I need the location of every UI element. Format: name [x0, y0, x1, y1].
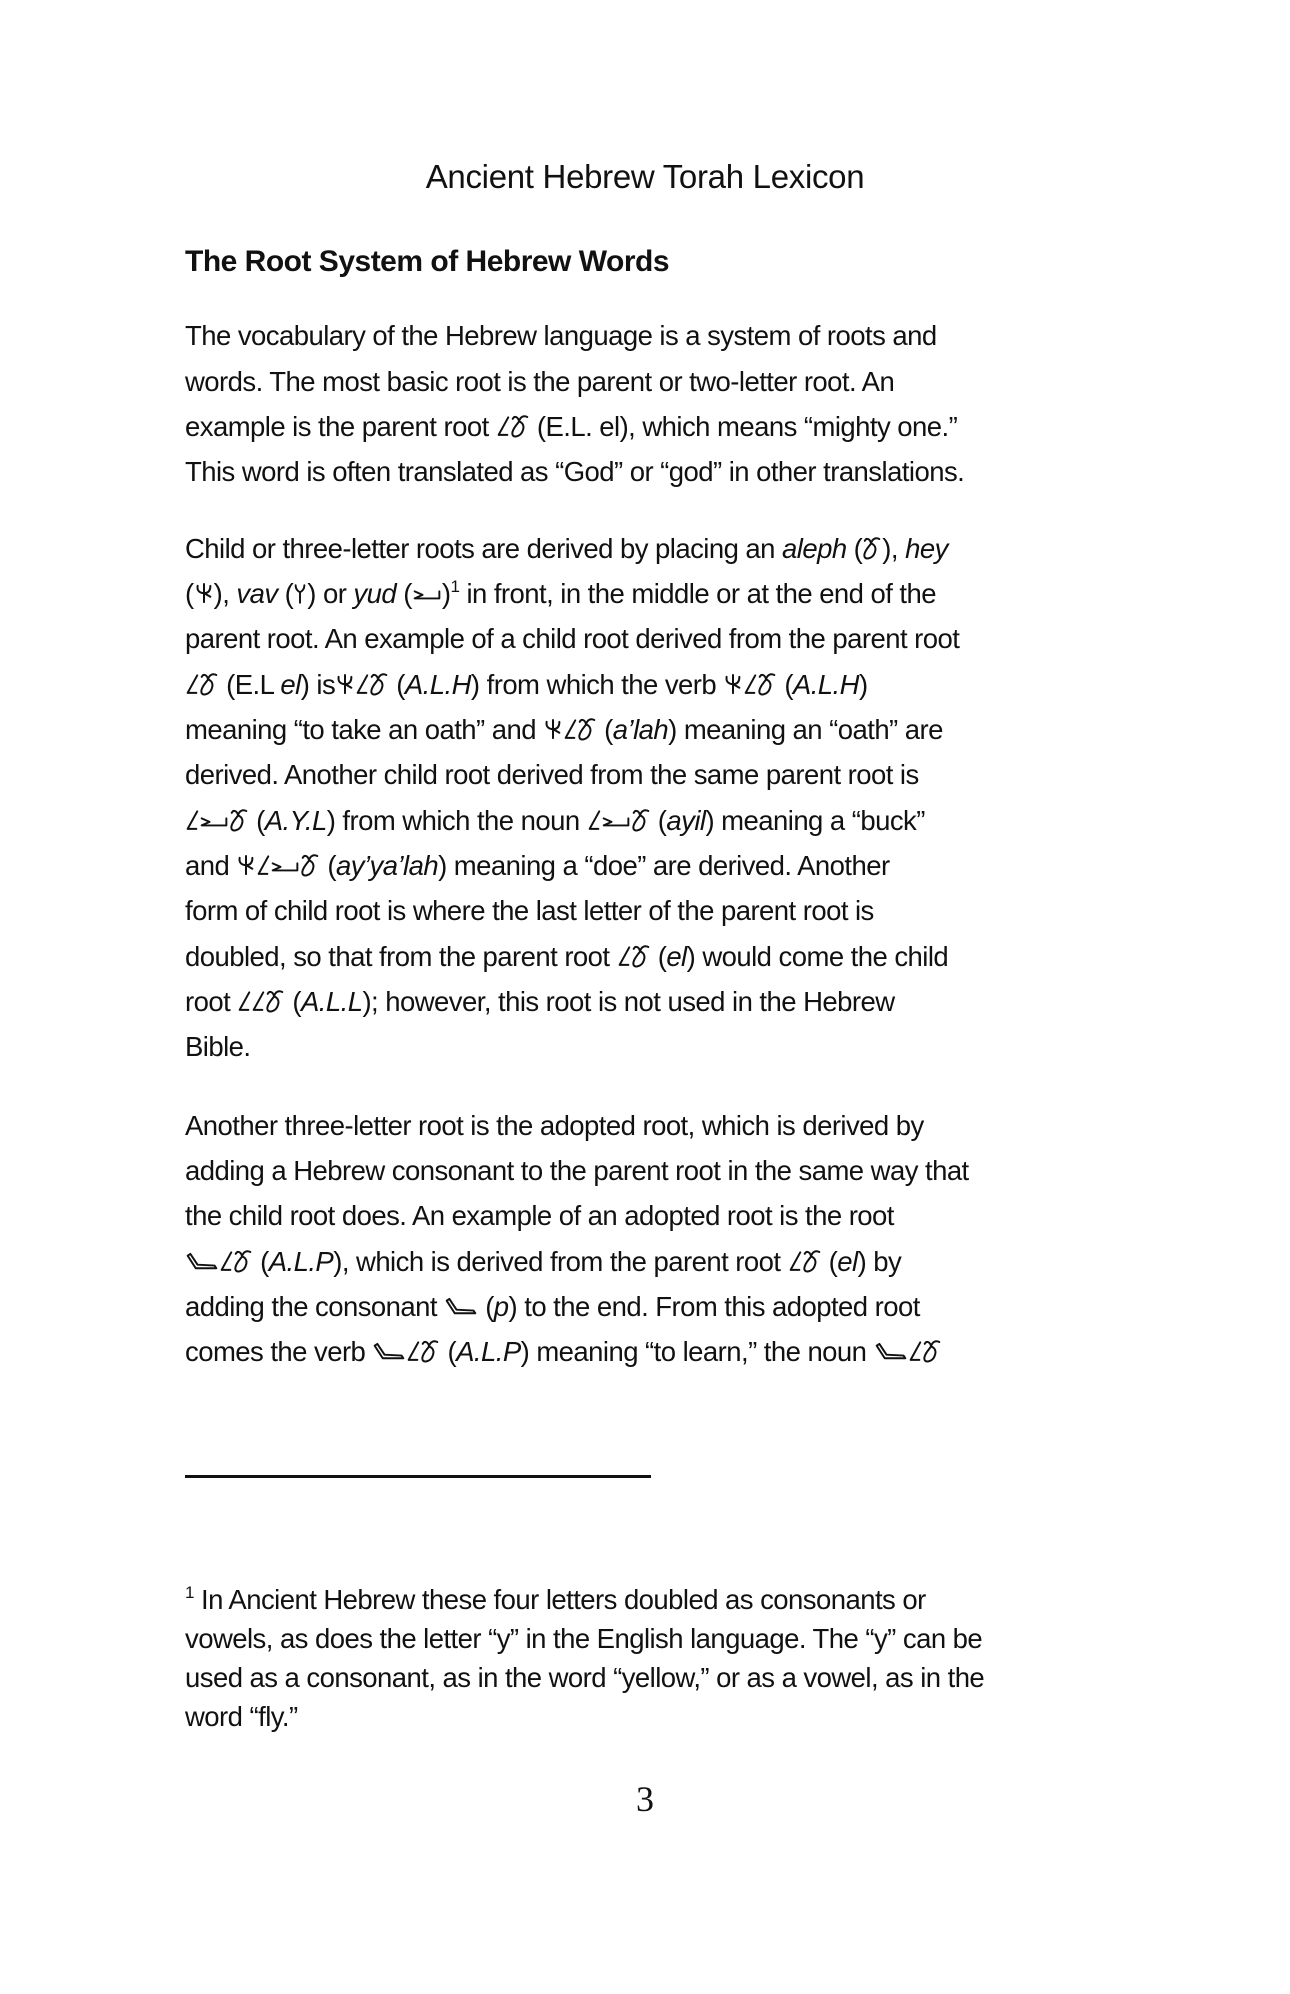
hey-glyph-icon: [543, 716, 563, 744]
pey-glyph-icon: [444, 1293, 478, 1321]
hey-glyph-icon: [194, 580, 214, 608]
footnote-separator: [185, 1475, 651, 1478]
text: A.L.L: [300, 986, 363, 1017]
p2-line-5: [185, 713, 943, 747]
text: ) meaning a “buck”: [705, 805, 925, 836]
p3-line-4: [185, 1245, 901, 1279]
aleph-glyph-icon: [757, 671, 777, 699]
p1-line-3: [185, 410, 957, 444]
yud-glyph-icon: [601, 807, 631, 835]
p2-line-12: Bible.: [185, 1031, 251, 1062]
aleph-glyph-icon: [233, 1248, 253, 1276]
yud-glyph-icon: [412, 580, 442, 608]
p3-line-3: the child root does. An example of an adopted root is the root: [185, 1200, 894, 1231]
text: ayil: [666, 805, 706, 836]
p2-line-1: [185, 532, 948, 566]
running-title: Ancient Hebrew Torah Lexicon: [425, 158, 865, 195]
text: Child or three-letter roots are derived by placing an: [185, 533, 775, 564]
text: ) is: [300, 669, 336, 700]
text: doubled, so that from the parent root: [185, 941, 610, 972]
aleph-glyph-icon: [862, 535, 882, 563]
text: ): [858, 669, 868, 700]
text: (E.L. el), which means “mighty one.”: [536, 411, 958, 442]
text: ) from which the verb: [470, 669, 717, 700]
text: (: [284, 578, 294, 609]
text: ) from which the noun: [326, 805, 580, 836]
aleph-glyph-icon: [631, 807, 651, 835]
p2-line-6: derived. Another child root derived from the same parent root is: [185, 759, 919, 790]
vav-glyph-icon: [293, 580, 307, 608]
text: A.L.H: [792, 669, 859, 700]
text: (: [485, 1291, 494, 1322]
p1-line-4: This word is often translated as “God” or “god” in other translations.: [185, 456, 965, 487]
p3-line-5: [185, 1290, 920, 1324]
text: el: [837, 1246, 858, 1277]
text: (: [292, 986, 301, 1017]
lamed-glyph-icon: [251, 988, 265, 1016]
lamed-glyph-icon: [587, 807, 601, 835]
text: (: [828, 1246, 838, 1277]
text: A.L.H: [404, 669, 471, 700]
text: ): [441, 578, 451, 609]
lamed-glyph-icon: [185, 671, 199, 699]
p2-line-4: [185, 668, 868, 702]
lamed-glyph-icon: [237, 988, 251, 1016]
lamed-glyph-icon: [219, 1248, 233, 1276]
aleph-glyph-icon: [631, 943, 651, 971]
footnote-line-2: vowels, as does the letter “y” in the English language. The “y” can be: [185, 1623, 983, 1654]
text: (: [403, 578, 412, 609]
text: (: [604, 714, 613, 745]
lamed-glyph-icon: [256, 852, 270, 880]
aleph-glyph-icon: [199, 671, 219, 699]
yud-glyph-icon: [270, 852, 300, 880]
p2-line-10: [185, 940, 948, 974]
p2-line-8: [185, 849, 890, 883]
lamed-glyph-icon: [355, 671, 369, 699]
text: adding the consonant: [185, 1291, 437, 1322]
term-hey: hey: [905, 533, 948, 564]
p3-line-6: [185, 1335, 942, 1369]
lamed-glyph-icon: [788, 1248, 802, 1276]
page-number: 3: [636, 1779, 654, 1819]
yud-glyph-icon: [199, 807, 229, 835]
text: and: [185, 850, 230, 881]
text: ),: [882, 533, 898, 564]
pey-glyph-icon: [185, 1248, 219, 1276]
footnote-line-3: used as a consonant, as in the word “yellow,” or as a vowel, as in the: [185, 1662, 985, 1693]
p2-line-11: [185, 985, 895, 1019]
text: ) would come the child: [686, 941, 949, 972]
text: ay’ya’lah: [336, 850, 439, 881]
footnote-line-1: [185, 1583, 926, 1617]
text: ) or: [307, 578, 347, 609]
lamed-glyph-icon: [496, 413, 510, 441]
lamed-glyph-icon: [908, 1338, 922, 1366]
text: ),: [213, 578, 230, 609]
text: ) meaning a “doe” are derived. Another: [438, 850, 890, 881]
text: ) meaning an “oath” are: [668, 714, 943, 745]
text: meaning “to take an oath” and: [185, 714, 536, 745]
hey-glyph-icon: [723, 671, 743, 699]
section-heading: The Root System of Hebrew Words: [185, 245, 670, 278]
text: el: [666, 941, 687, 972]
footnote-marker: 1: [185, 1583, 194, 1602]
p1-line-1: The vocabulary of the Hebrew language is a system of roots and: [185, 320, 937, 351]
p3-line-2: adding a Hebrew consonant to the parent root in the same way that: [185, 1155, 969, 1186]
text: (: [256, 805, 265, 836]
text: (: [784, 669, 793, 700]
aleph-glyph-icon: [229, 807, 249, 835]
lamed-glyph-icon: [563, 716, 577, 744]
lamed-glyph-icon: [743, 671, 757, 699]
aleph-glyph-icon: [802, 1248, 822, 1276]
hey-glyph-icon: [335, 671, 355, 699]
text: ); however, this root is not used in the Hebrew: [362, 986, 895, 1017]
text: in front, in the middle or at the end of the: [466, 578, 937, 609]
hey-glyph-icon: [236, 852, 256, 880]
aleph-glyph-icon: [369, 671, 389, 699]
text: ) by: [857, 1246, 902, 1277]
text: ), which is derived from the parent root: [333, 1246, 781, 1277]
text: p: [493, 1291, 509, 1322]
p2-line-7: [185, 804, 925, 838]
text: (: [657, 805, 667, 836]
text: a’lah: [612, 714, 669, 745]
p2-line-9: form of child root is where the last letter of the parent root is: [185, 895, 874, 926]
pey-glyph-icon: [372, 1338, 406, 1366]
text: (: [327, 850, 337, 881]
text: (E.L: [226, 669, 274, 700]
pey-glyph-icon: [874, 1338, 908, 1366]
p1-line-2: words. The most basic root is the parent or two-letter root. An: [185, 366, 895, 397]
lamed-glyph-icon: [185, 807, 199, 835]
text: A.L.P: [456, 1336, 521, 1367]
term-aleph: aleph: [782, 533, 847, 564]
term-vav: vav: [236, 578, 278, 609]
p2-line-2: [185, 577, 936, 611]
text: root: [185, 986, 231, 1017]
text: (: [853, 533, 863, 564]
text: A.Y.L: [264, 805, 327, 836]
lamed-glyph-icon: [617, 943, 631, 971]
text: (: [447, 1336, 457, 1367]
p2-line-3: parent root. An example of a child root derived from the parent root: [185, 623, 960, 654]
text: (: [185, 578, 194, 609]
text: ) to the end. From this adopted root: [508, 1291, 920, 1322]
aleph-glyph-icon: [265, 988, 285, 1016]
text: ) meaning “to learn,” the noun: [520, 1336, 867, 1367]
text: comes the verb: [185, 1336, 366, 1367]
aleph-glyph-icon: [577, 716, 597, 744]
term-yud: yud: [353, 578, 397, 609]
aleph-glyph-icon: [922, 1338, 942, 1366]
text: (: [396, 669, 405, 700]
lamed-glyph-icon: [406, 1338, 420, 1366]
text: In Ancient Hebrew these four letters doubled as consonants or: [201, 1584, 926, 1615]
text: A.L.P: [268, 1246, 334, 1277]
aleph-glyph-icon: [300, 852, 320, 880]
text: (: [657, 941, 667, 972]
footnote-ref[interactable]: 1: [450, 577, 460, 596]
text: el: [280, 669, 301, 700]
aleph-glyph-icon: [510, 413, 530, 441]
footnote-line-4: word “fly.”: [185, 1701, 298, 1732]
aleph-glyph-icon: [420, 1338, 440, 1366]
p3-line-1: Another three-letter root is the adopted root, which is derived by: [185, 1110, 924, 1141]
text: example is the parent root: [185, 411, 489, 442]
text: (: [260, 1246, 269, 1277]
